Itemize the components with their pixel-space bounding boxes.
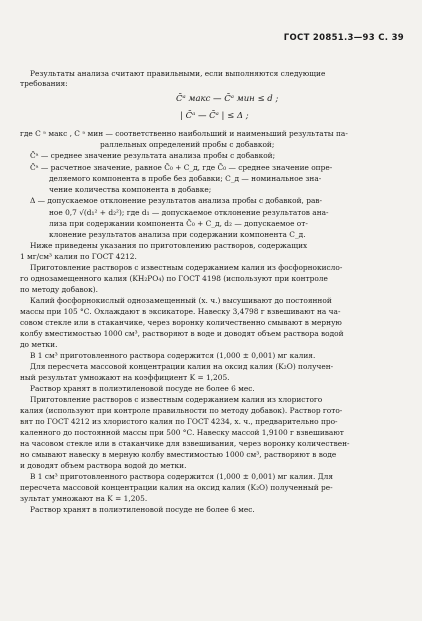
- text-line: го однозамещенного калия (KH₂PO₄) по ГОСТ 4198 (используют при контроле: [20, 274, 328, 283]
- formula-line: | C̄ᵃ — C̄ᵃ | ≤ Δ ;: [180, 111, 249, 121]
- text-line: и доводят объем раствора водой до метки.: [20, 461, 187, 470]
- text-line: 1 мг/см³ калия по ГОСТ 4212.: [20, 252, 137, 261]
- text-line: Приготовление растворов с известным содержанием калия из фосфорнокисло-: [30, 263, 343, 272]
- text-line: В 1 см³ приготовленного раствора содержится (1,000 ± 0,001) мг калия. Для: [30, 472, 334, 481]
- text-line: где C ᵃ макс , C ᵃ мин — соответственно наибольший и наименьший результаты па-: [20, 129, 348, 138]
- text-line: Раствор хранят в полиэтиленовой посуде не более 6 мес.: [30, 505, 255, 514]
- text-line: ный результат умножают на коэффициент K = 1,205.: [20, 373, 230, 382]
- text-line: Результаты анализа считают правильными, если выполняются следующие: [30, 69, 326, 78]
- text-line: ное 0,7 √(d₁² + d₂²); где d₁ — допускаемое отклонение результатов ана-: [49, 208, 329, 217]
- text-line: деляемого компонента в пробе без добавки; C_д — номинальное зна-: [49, 174, 322, 183]
- text-line: вят по ГОСТ 4212 из хлористого калия по ГОСТ 4234, х. ч., предварительно про-: [20, 417, 338, 426]
- text-line: Δ — допускаемое отклонение результатов анализа пробы с добавкой, рав-: [30, 196, 323, 205]
- text-line: по методу добавок).: [20, 285, 98, 294]
- page-header: ГОСТ 20851.3—93 С. 39: [283, 33, 404, 43]
- text-line: калия (используют при контроле правильности по методу добавок). Раствор гото-: [20, 406, 343, 415]
- text-line: Раствор хранят в полиэтиленовой посуде не более 6 мес.: [30, 384, 255, 393]
- text-line: Для пересчета массовой концентрации калия на оксид калия (K₂O) получен-: [30, 362, 334, 371]
- text-line: до метки.: [20, 340, 58, 349]
- text-line: колбу вместимостью 1000 см³, растворяют в воде и доводят объем раствора водой: [20, 329, 344, 338]
- text-line: требования:: [20, 79, 68, 88]
- text-line: C̄ᵃ — среднее значение результата анализа пробы с добавкой;: [30, 151, 276, 160]
- text-line: клонение результатов анализа при содержании компонента C_д.: [49, 230, 306, 239]
- text-line: Ниже приведены указания по приготовлению растворов, содержащих: [30, 241, 308, 250]
- text-line: чение количества компонента в добавке;: [49, 185, 212, 194]
- text-line: Калий фосфорнокислый однозамещенный (х. ч.) высушивают до постоянной: [30, 296, 332, 305]
- text-line: раллельных определений пробы с добавкой;: [100, 140, 275, 149]
- text-line: пересчета массовой концентрации калия на оксид калия (K₂O) полученный ре-: [20, 483, 333, 492]
- text-line: каленного до постоянной массы при 500 °С. Навеску массой 1,9100 г взвешивают: [20, 428, 344, 437]
- text-line: на часовом стекле или в стаканчике для взвешивания, через воронку количествен-: [20, 439, 350, 448]
- text-line: В 1 см³ приготовленного раствора содержится (1,000 ± 0,001) мг калия.: [30, 351, 316, 360]
- text-line: C̄ᵃ — расчетное значение, равное C̄₀ + C_д, где C̄₀ — среднее значение опре-: [30, 163, 333, 172]
- text-line: массы при 105 °С. Охлаждают в эксикаторе. Навеску 3,4798 г взвешивают на ча-: [20, 307, 341, 316]
- text-line: лиза при содержании компонента C̄₀ + C_д, d₂ — допускаемое от-: [49, 219, 308, 228]
- text-line: Приготовление растворов с известным содержанием калия из хлористого: [30, 395, 323, 404]
- formula-line: C̄ᵃ макс — C̄ᵃ мин ≤ d ;: [176, 94, 279, 104]
- text-line: зультат умножают на K = 1,205.: [20, 494, 148, 503]
- text-line: но смывают навеску в мерную колбу вместимостью 1000 см³, растворяют в воде: [20, 450, 337, 459]
- text-line: совом стекле или в стаканчике, через воронку количественно смывают в мерную: [20, 318, 342, 327]
